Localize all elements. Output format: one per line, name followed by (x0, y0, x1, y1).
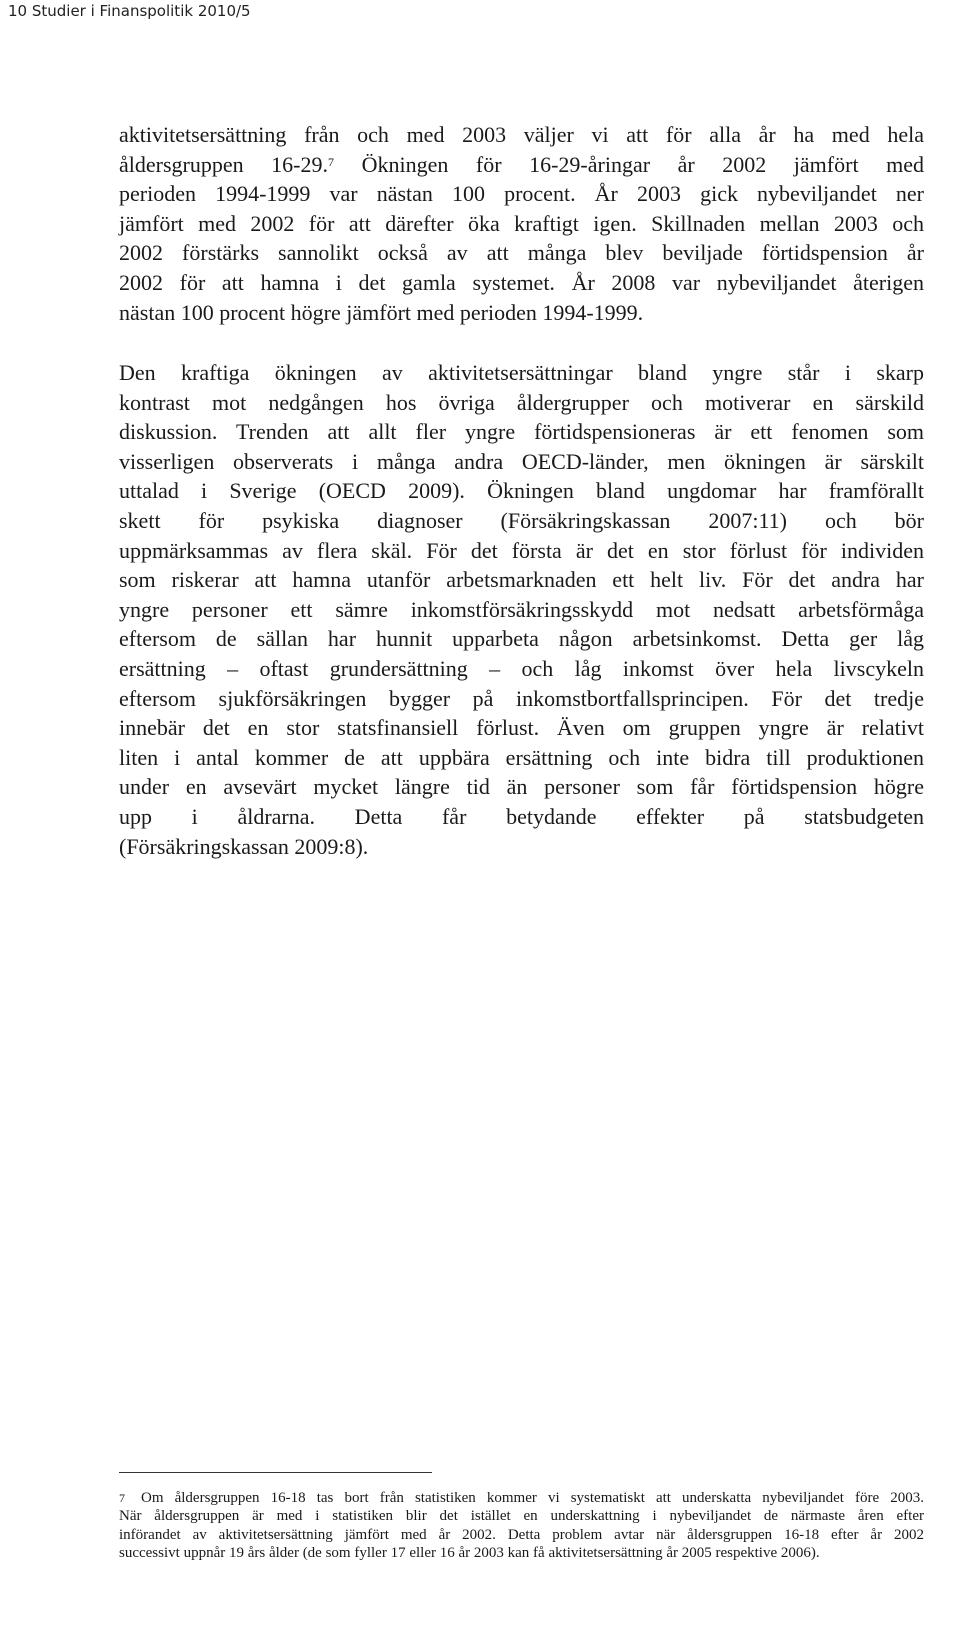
text-line: skett för psykiska diagnoser (Försäkringskassan 2007:11) och bör (119, 507, 924, 533)
footnote-divider (119, 1472, 432, 1473)
text-line: ersättning – oftast grundersättning – och låg inkomst över hela livscykeln (119, 655, 924, 681)
text-line: uppmärksammas av flera skäl. För det första är det en stor förlust för individen (119, 537, 924, 563)
footnote-line: När åldersgruppen är med i statistiken blir det istället en underskattning i nybeviljandet de närmaste åren efter (119, 1508, 924, 1525)
paragraph-2 (119, 358, 924, 861)
text-line: kontrast mot nedgången hos övriga åldergrupper och motiverar en särskild (119, 389, 924, 415)
footnote (119, 1489, 924, 1563)
text-line: diskussion. Trenden att allt fler yngre förtidspensioneras är ett fenomen som (119, 419, 924, 445)
text-line: visserligen observerats i många andra OECD-länder, men ökningen är särskilt (119, 448, 924, 474)
footnote-line: successivt uppnår 19 års ålder (de som fyller 17 eller 16 år 2003 kan få aktivitetsersättning år 2005 respektive 2006). (119, 1545, 820, 1562)
text-line: eftersom de sällan har hunnit upparbeta någon arbetsinkomst. Detta ger låg (119, 626, 924, 652)
text-line: jämfört med 2002 för att därefter öka kraftigt igen. Skillnaden mellan 2003 och (119, 210, 924, 236)
text-line (119, 150, 924, 180)
paragraph-1 (119, 120, 924, 327)
footnote-number: 7 (119, 1491, 125, 1505)
text-line: Den kraftiga ökningen av aktivitetsersättningar bland yngre står i skarp (119, 360, 924, 385)
text-line: perioden 1994-1999 var nästan 100 procent. År 2003 gick nybeviljandet ner (119, 181, 924, 207)
text-line: aktivitetsersättning från och med 2003 väljer vi att för alla år ha med hela (119, 122, 924, 147)
running-header: 10 Studier i Finanspolitik 2010/5 (8, 2, 251, 20)
text-line: 2002 förstärks sannolikt också av att många blev beviljade förtidspension år (119, 240, 924, 266)
text-line: innebär det en stor statsfinansiell förlust. Även om gruppen yngre är relativt (119, 715, 924, 741)
text-line: upp i åldrarna. Detta får betydande effekter på statsbudgeten (119, 803, 924, 829)
footnote-line: införandet av aktivitetsersättning jämfört med år 2002. Detta problem avtar när åldersgruppen 16-18 efter år 2002 (119, 1526, 924, 1543)
text-line: nästan 100 procent högre jämfört med perioden 1994-1999. (119, 299, 644, 325)
text-fragment: åldersgruppen 16-29. (119, 151, 329, 177)
text-line: uttalad i Sverige (OECD 2009). Ökningen bland ungdomar har framförallt (119, 478, 924, 504)
text-fragment: Om åldersgruppen 16-18 tas bort från statistiken kommer vi systematiskt att underskatta nybeviljandet före 2003. (141, 1490, 924, 1506)
text-line: under en avsevärt mycket längre tid än personer som får förtidspension högre (119, 774, 924, 800)
text-line: yngre personer ett sämre inkomstförsäkringsskydd mot nedsatt arbetsförmåga (119, 596, 924, 622)
text-fragment: Ökningen för 16-29-åringar år 2002 jämfört med (334, 151, 924, 177)
footnote-line (119, 1489, 924, 1507)
footnote-reference: 7 (328, 154, 335, 169)
text-line: (Försäkringskassan 2009:8). (119, 833, 369, 859)
text-line: liten i antal kommer de att uppbära ersättning och inte bidra till produktionen (119, 744, 924, 770)
text-line: 2002 för att hamna i det gamla systemet. År 2008 var nybeviljandet återigen (119, 269, 924, 295)
text-line: som riskerar att hamna utanför arbetsmarknaden ett helt liv. För det andra har (119, 567, 924, 593)
text-line: eftersom sjukförsäkringen bygger på inkomstbortfallsprincipen. För det tredje (119, 685, 924, 711)
